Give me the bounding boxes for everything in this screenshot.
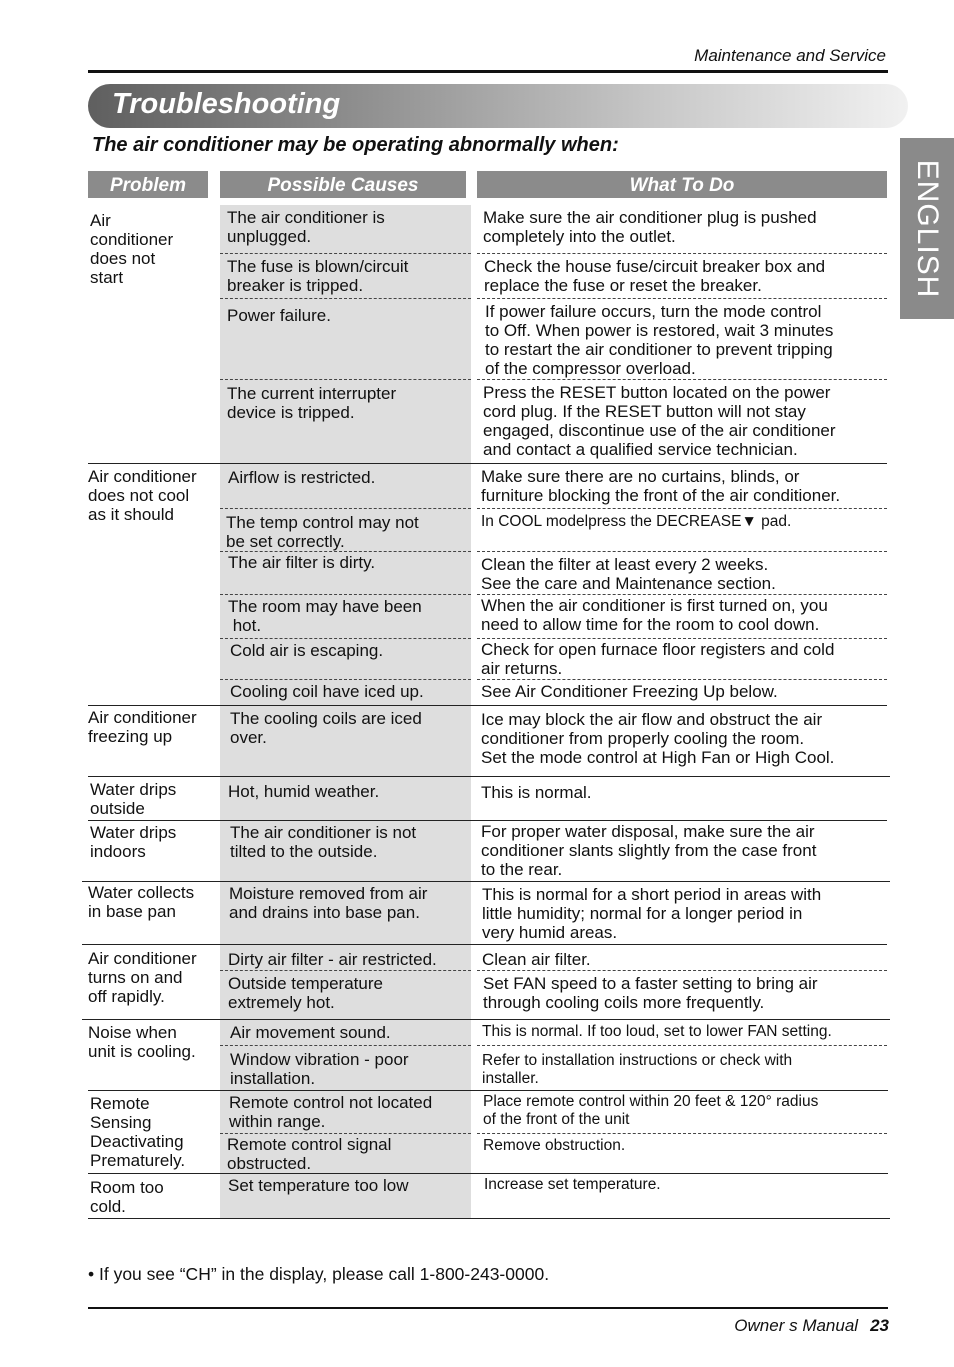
cause-cell: Moisture removed from air and drains into base pan. [229,884,428,922]
row-divider [88,820,887,821]
cause-cell: The cooling coils are iced over. [230,709,422,747]
problem-cell: Air conditioner turns on and off rapidly. [88,949,197,1006]
cause-cell: The current interrupter device is tripped. [227,384,397,422]
section-label: Maintenance and Service [694,46,886,65]
row-divider-dashed [220,970,471,971]
solution-cell: Make sure there are no curtains, blinds, or furniture blocking the front of the air conditioner. [481,467,841,505]
row-divider-dashed [477,970,887,971]
column-header-causes: Possible Causes [220,171,466,198]
cause-cell: Remote control signal obstructed. [227,1135,392,1173]
cause-cell: The air conditioner is unplugged. [227,208,385,246]
row-divider-dashed [220,551,471,552]
cause-cell: Airflow is restricted. [228,468,376,487]
row-divider-dashed [477,551,887,552]
cause-cell: Air movement sound. [230,1023,391,1042]
solution-cell: When the air conditioner is first turned on, you need to allow time for the room to cool down. [481,596,828,634]
language-tab [900,138,954,319]
row-divider-dashed [477,679,887,680]
cause-cell: Power failure. [227,306,331,325]
cause-cell: The air conditioner is not tilted to the outside. [230,823,417,861]
solution-cell: This is normal. If too loud, set to lower FAN setting. [482,1023,832,1040]
cause-cell: Dirty air filter - air restricted. [228,950,437,969]
solution-cell: This is normal for a short period in areas with little humidity; normal for a longer period in very humid areas. [482,885,822,942]
row-divider-dashed [220,1045,471,1046]
row-divider-dashed [220,253,471,254]
footnote: • If you see “CH” in the display, please call 1-800-243-0000. [88,1264,550,1284]
row-divider [88,463,887,464]
solution-cell: Ice may block the air flow and obstruct the air conditioner from properly cooling the room. Set the mode control at High Fan or High Cool. [481,710,835,767]
row-divider-dashed [477,1045,887,1046]
cause-cell: Window vibration - poor installation. [230,1050,409,1088]
row-divider [88,776,890,777]
bottom-rule [88,1307,888,1309]
problem-cell: Remote Sensing Deactivating Prematurely. [90,1094,186,1170]
row-divider-dashed [220,379,471,380]
title-banner [88,84,908,128]
solution-cell: Increase set temperature. [484,1176,661,1193]
problem-cell: Water drips outside [90,780,177,818]
row-divider-dashed [477,298,887,299]
solution-cell: See Air Conditioner Freezing Up below. [481,682,778,701]
solution-cell: This is normal. [481,783,592,802]
top-rule [88,70,888,73]
solution-cell: Check the house fuse/circuit breaker box and replace the fuse or reset the breaker. [484,257,826,295]
page-number: 23 [870,1316,889,1335]
row-divider-dashed [220,679,471,680]
row-divider [82,881,890,882]
row-divider-dashed [477,638,887,639]
row-divider-dashed [477,379,887,380]
intro-heading: The air conditioner may be operating abnormally when: [92,134,619,156]
problem-cell: Water collects in base pan [88,883,195,921]
row-divider-dashed [220,298,471,299]
solution-cell: Set FAN speed to a faster setting to bring air through cooling coils more frequently. [483,974,818,1012]
solution-cell: Check for open furnace floor registers and cold air returns. [481,640,835,678]
row-divider [82,1019,890,1020]
page-footer [0,1316,889,1336]
cause-cell: Set temperature too low [228,1176,409,1195]
row-divider-dashed [477,1133,887,1134]
cause-cell: Outside temperature extremely hot. [228,974,383,1012]
cause-cell: The room may have been hot. [228,597,422,635]
column-header-problem: Problem [88,171,208,198]
solution-cell: Clean air filter. [482,950,591,969]
manual-name: Owner s Manual [734,1316,859,1335]
cause-cell: Hot, humid weather. [228,782,380,801]
problem-cell: Noise when unit is cooling. [88,1023,196,1061]
solution-cell: Remove obstruction. [483,1137,626,1154]
problem-cell: Air conditioner does not start [90,211,174,287]
solution-cell: In COOL modelpress the DECREASE▼ pad. [481,513,792,530]
row-divider-dashed [220,638,471,639]
problem-cell: Water drips indoors [90,823,177,861]
row-divider [82,944,887,945]
row-divider-dashed [220,594,471,595]
row-divider-dashed [220,508,471,509]
row-divider [88,705,887,706]
solution-cell: If power failure occurs, turn the mode control to Off. When power is restored, wait 3 minutes to restart the air conditioner to prevent tripping of the compressor overload. [485,302,834,378]
solution-cell: For proper water disposal, make sure the air conditioner slants slightly from the case front to the rear. [481,822,817,879]
cause-cell: Cold air is escaping. [230,641,384,660]
column-header-todo: What To Do [477,171,887,198]
row-divider-dashed [477,508,887,509]
row-divider-dashed [220,1133,471,1134]
solution-cell: Clean the filter at least every 2 weeks. See the care and Maintenance section. [481,555,776,593]
problem-cell: Air conditioner freezing up [88,708,197,746]
page-title: Troubleshooting [112,88,341,120]
problem-cell: Air conditioner does not cool as it should [88,467,197,524]
row-divider [88,1090,888,1091]
problem-cell: Room too cold. [90,1178,164,1216]
cause-cell: The temp control may not be set correctly. [226,513,419,551]
row-divider [88,1218,890,1219]
solution-cell: Place remote control within 20 feet & 120° radius of the front of the unit [483,1093,819,1128]
row-divider-dashed [477,594,887,595]
solution-cell: Refer to installation instructions or check with installer. [482,1052,793,1087]
cause-cell: The fuse is blown/circuit breaker is tripped. [227,257,409,295]
cause-cell: Cooling coil have iced up. [230,682,424,701]
cause-cell: Remote control not located within range. [229,1093,433,1131]
solution-cell: Make sure the air conditioner plug is pushed completely into the outlet. [483,208,817,246]
solution-cell: Press the RESET button located on the power cord plug. If the RESET button will not stay engaged, discontinue use of the air conditioner and contact a qualified service technician. [483,383,836,459]
language-tab-label: ENGLISH [911,159,944,298]
row-divider-dashed [477,253,887,254]
row-divider [88,1173,888,1174]
cause-cell: The air filter is dirty. [228,553,376,572]
